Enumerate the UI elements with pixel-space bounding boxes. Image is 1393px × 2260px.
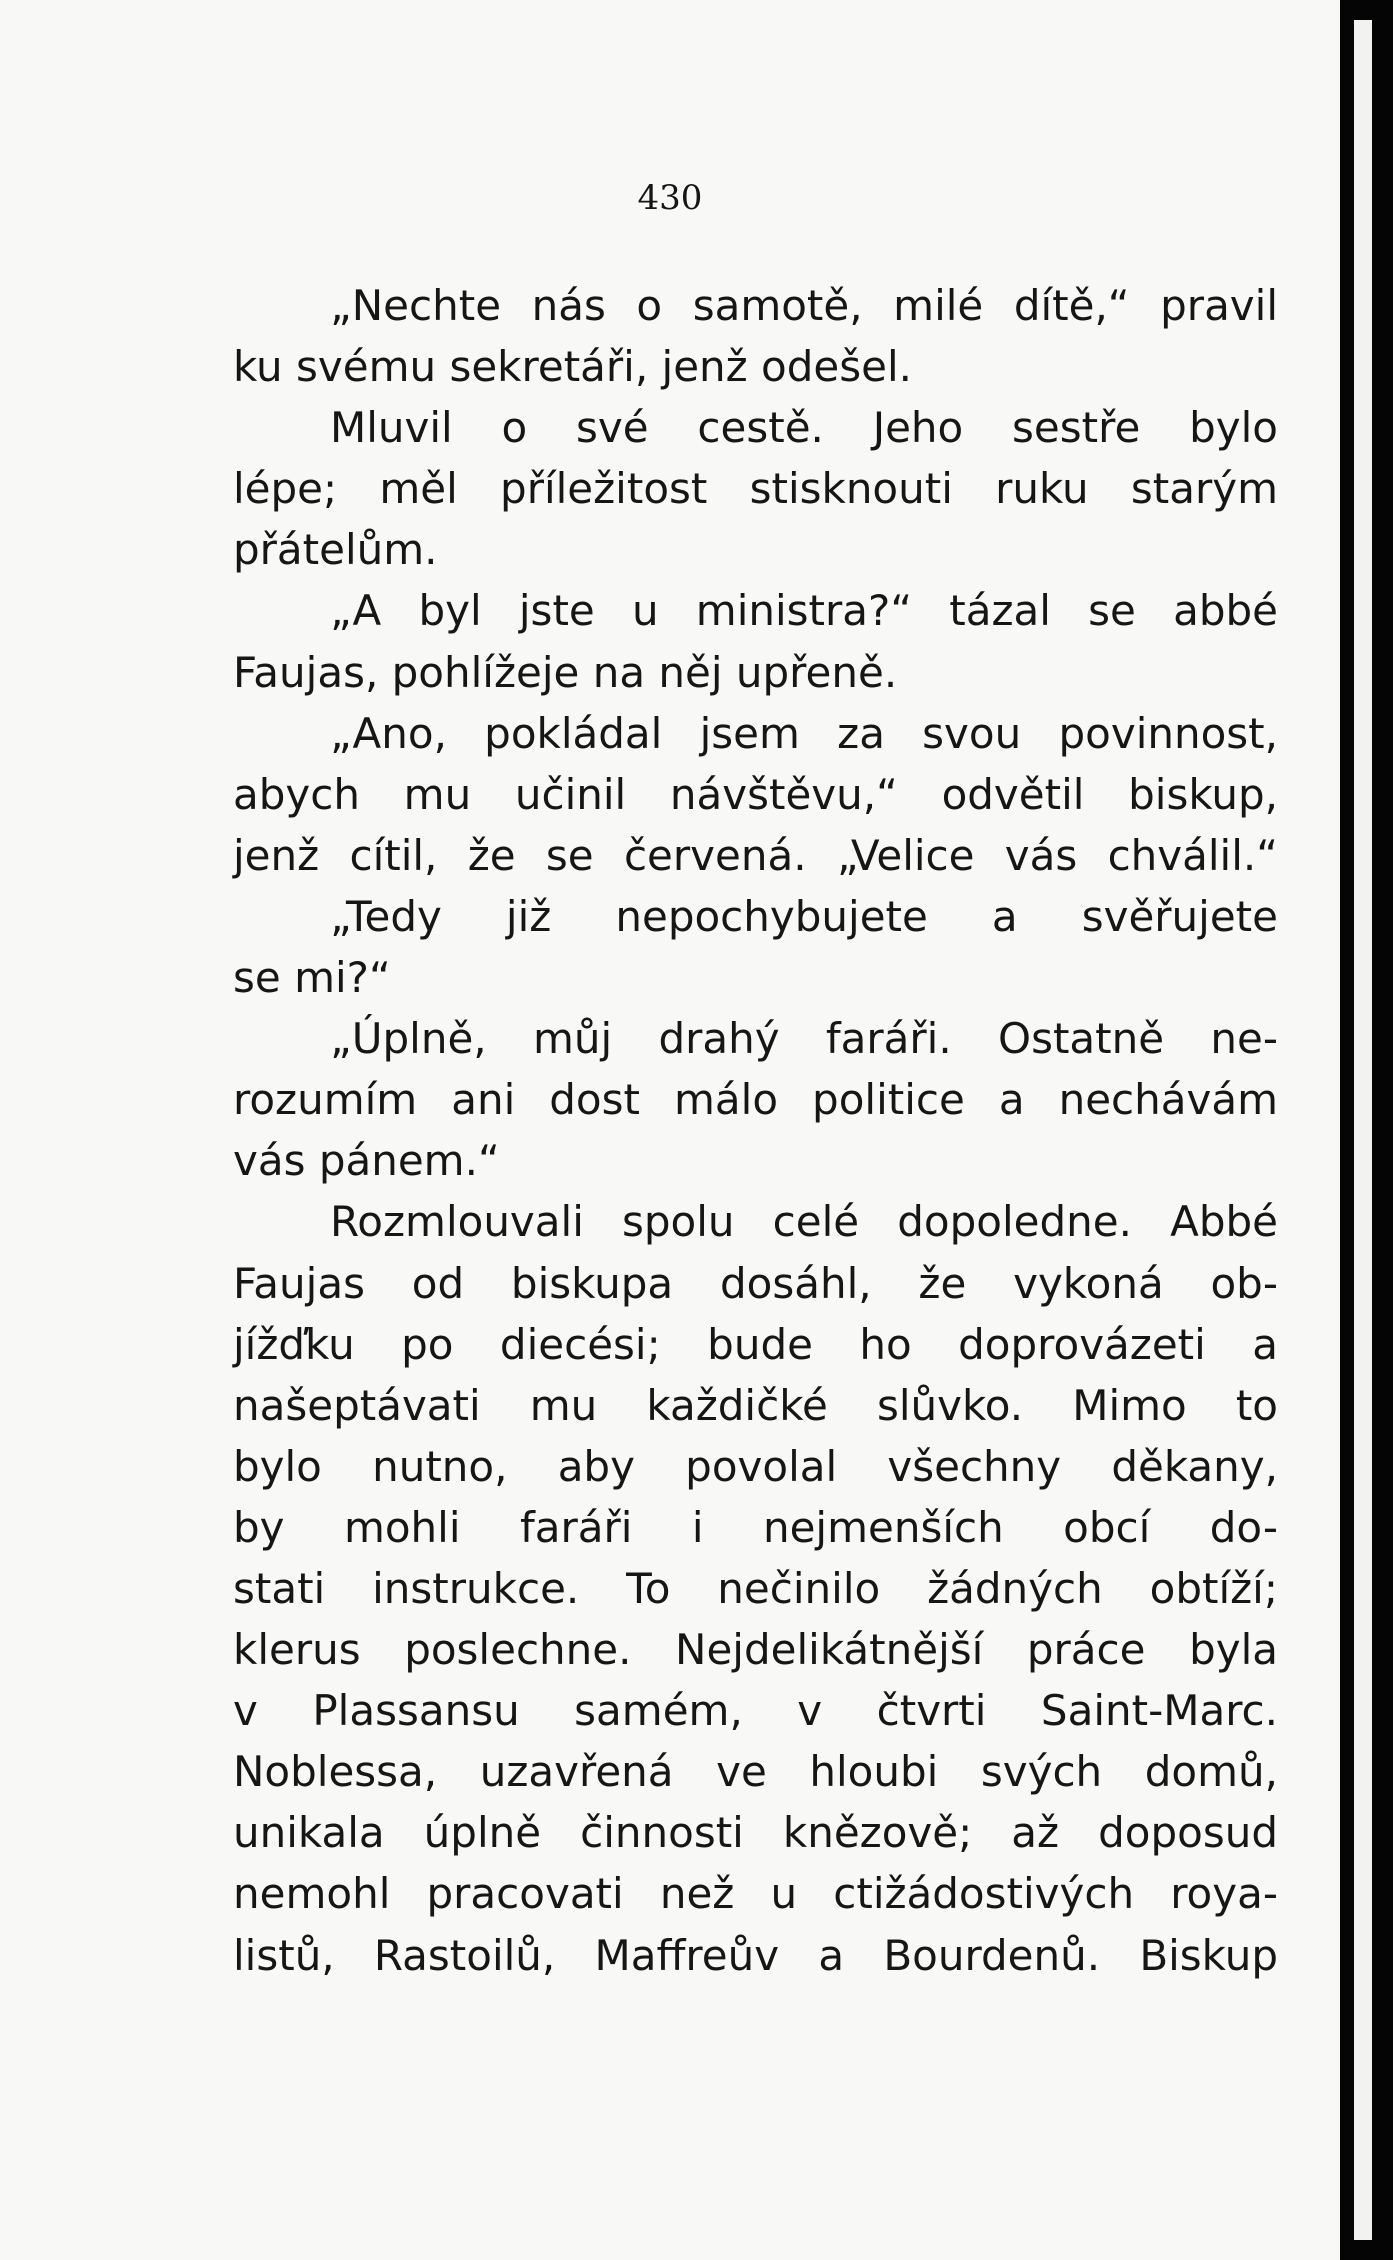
text-line: klerus poslechne. Nejdelikátnější práce byla	[233, 1625, 1278, 1675]
text-line: „A byl jste u ministra?“ tázal se abbé	[330, 586, 1278, 636]
text-line: rozumím ani dost málo politice a nechávám	[233, 1075, 1278, 1125]
text-line: Faujas, pohlížeje na něj upřeně.	[233, 647, 898, 697]
text-line: stati instrukce. To nečinilo žádných obtíží;	[233, 1563, 1278, 1613]
text-line: „Ano, pokládal jsem za svou povinnost,	[330, 708, 1278, 758]
text-line: přátelům.	[233, 525, 438, 575]
scan-edge	[1340, 0, 1393, 2260]
text-line: jenž cítil, že se červená. „Velice vás chválil.“	[233, 830, 1278, 880]
text-line: Mluvil o své cestě. Jeho sestře bylo	[330, 403, 1278, 453]
next-page-sliver	[1354, 20, 1372, 2240]
text-line: nemohl pracovati než u ctižádostivých roya-	[233, 1869, 1278, 1919]
text-line: „Tedy již nepochybujete a svěřujete	[330, 891, 1278, 941]
text-line: jížďku po diecési; bude ho doprovázeti a	[233, 1319, 1278, 1369]
text-line: Noblessa, uzavřená ve hloubi svých domů,	[233, 1747, 1278, 1797]
text-line: Faujas od biskupa dosáhl, že vykoná ob-	[233, 1258, 1278, 1308]
text-line: ku svému sekretáři, jenž odešel.	[233, 342, 912, 392]
page-number: 430	[637, 178, 703, 218]
text-line: abych mu učinil návštěvu,“ odvětil biskup,	[233, 769, 1278, 819]
text-line: v Plassansu samém, v čtvrti Saint-Marc.	[233, 1686, 1278, 1736]
text-line: „Úplně, můj drahý faráři. Ostatně ne-	[330, 1014, 1278, 1064]
text-line: Rozmlouvali spolu celé dopoledne. Abbé	[330, 1197, 1278, 1247]
text-line: se mi?“	[233, 953, 391, 1003]
text-line: našeptávati mu každičké slůvko. Mimo to	[233, 1380, 1278, 1430]
text-line: vás pánem.“	[233, 1136, 500, 1186]
body-text	[233, 275, 1278, 1986]
text-line: lépe; měl příležitost stisknouti ruku starým	[233, 464, 1278, 514]
text-line: bylo nutno, aby povolal všechny děkany,	[233, 1441, 1278, 1491]
text-line: listů, Rastoilů, Maffreův a Bourdenů. Biskup	[233, 1930, 1278, 1980]
text-line: „Nechte nás o samotě, milé dítě,“ pravil	[330, 281, 1278, 330]
text-line: unikala úplně činnosti knězově; až doposud	[233, 1808, 1278, 1858]
text-line: by mohli faráři i nejmenších obcí do-	[233, 1502, 1278, 1552]
